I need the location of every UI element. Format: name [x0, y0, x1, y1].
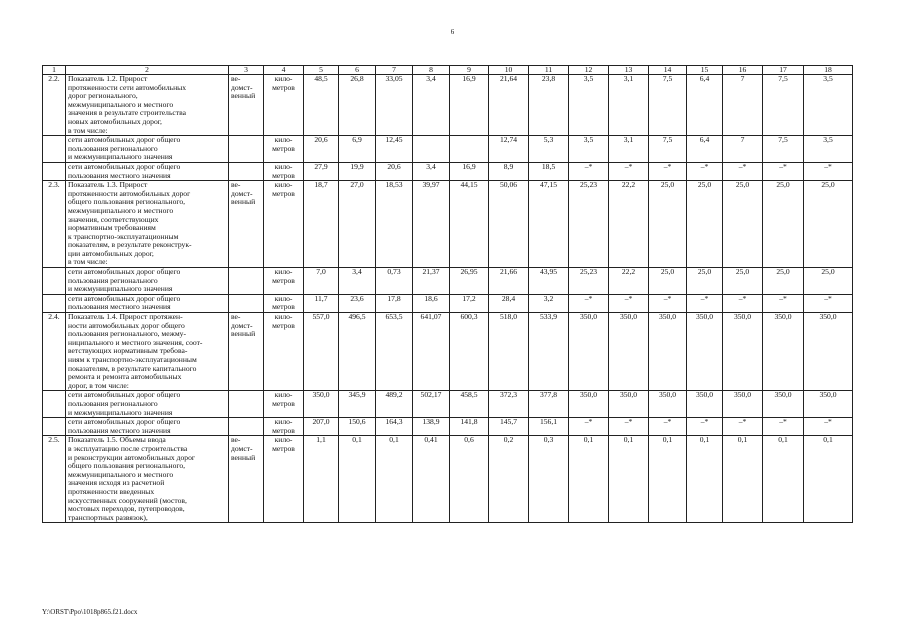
column-header: 4: [264, 66, 304, 75]
value-cell: 3,4: [339, 268, 376, 295]
row-number: [43, 162, 66, 180]
unit-of-measure: кило- метров: [264, 294, 304, 312]
value-cell: 0,6: [450, 436, 489, 523]
value-cell: 23,6: [339, 294, 376, 312]
value-cell: 207,0: [304, 418, 339, 436]
value-cell: 156,1: [529, 418, 569, 436]
value-cell: 5,3: [529, 136, 569, 163]
value-cell: 350,0: [649, 313, 687, 391]
value-cell: 25,0: [804, 268, 853, 295]
value-cell: 25,23: [569, 181, 609, 268]
unit-of-measure: кило- метров: [264, 136, 304, 163]
value-cell: 0,1: [649, 436, 687, 523]
value-cell: 22,2: [609, 268, 649, 295]
indicator-description: Показатель 1.5. Объемы ввода в эксплуатацию после строительства и реконструкции автомобильных дорог общего пользования регионального, межмуниципального и местного значения исходя из расчетной протяженности введенных искусственных сооружений (мостов, мостовых переходов, путепроводов, транспортных развязок),: [66, 436, 229, 523]
unit-of-measure: кило- метров: [264, 75, 304, 136]
table-row: [43, 391, 853, 418]
value-cell: 7: [723, 136, 763, 163]
value-cell: 12,74: [489, 136, 529, 163]
data-source: ве- домст- венный: [229, 436, 264, 523]
value-cell: 25,0: [763, 268, 804, 295]
value-cell: 138,9: [413, 418, 450, 436]
value-cell: 0,41: [413, 436, 450, 523]
table-row: [43, 181, 853, 268]
row-number: [43, 136, 66, 163]
value-cell: 7,5: [763, 75, 804, 136]
value-cell: 502,17: [413, 391, 450, 418]
value-cell: –*: [763, 418, 804, 436]
value-cell: 150,6: [339, 418, 376, 436]
indicator-description: Показатель 1.4. Прирост протяжен- ности автомобильных дорог общего пользования регионального, межму- ниципального и местного значения, соот- ветствующих нормативным требова- ниям к транспортно-эксплуатационным показателям, в результате капитального ремонта и ремонта автомобильных дорог, в том числе:: [66, 313, 229, 391]
value-cell: –*: [569, 162, 609, 180]
unit-of-measure: кило- метров: [264, 418, 304, 436]
value-cell: 350,0: [687, 313, 723, 391]
value-cell: 0,1: [804, 436, 853, 523]
indicator-description: Показатель 1.2. Прирост протяженности сети автомобильных дорог регионального, межмуниципального и местного значения в результате строительства новых автомобильных дорог, в том числе:: [66, 75, 229, 136]
value-cell: 3,1: [609, 75, 649, 136]
column-header: 10: [489, 66, 529, 75]
value-cell: 7,5: [763, 136, 804, 163]
value-cell: 350,0: [304, 391, 339, 418]
page-number: 6: [450, 28, 455, 36]
value-cell: 3,4: [413, 75, 450, 136]
value-cell: –*: [763, 294, 804, 312]
unit-of-measure: кило- метров: [264, 181, 304, 268]
value-cell: 21,64: [489, 75, 529, 136]
value-cell: –*: [723, 162, 763, 180]
value-cell: 21,66: [489, 268, 529, 295]
value-cell: 3,4: [413, 162, 450, 180]
value-cell: 25,23: [569, 268, 609, 295]
value-cell: 25,0: [687, 181, 723, 268]
value-cell: 27,0: [339, 181, 376, 268]
value-cell: 26,8: [339, 75, 376, 136]
column-header: 1: [43, 66, 66, 75]
column-header: 11: [529, 66, 569, 75]
value-cell: 3,5: [804, 136, 853, 163]
value-cell: 0,1: [763, 436, 804, 523]
unit-of-measure: кило- метров: [264, 313, 304, 391]
value-cell: 0,2: [489, 436, 529, 523]
value-cell: 496,5: [339, 313, 376, 391]
value-cell: –*: [804, 418, 853, 436]
row-number: 2.3.: [43, 181, 66, 268]
value-cell: –*: [649, 418, 687, 436]
value-cell: 350,0: [763, 391, 804, 418]
value-cell: 7: [723, 75, 763, 136]
value-cell: 11,7: [304, 294, 339, 312]
value-cell: 557,0: [304, 313, 339, 391]
data-source: [229, 136, 264, 163]
value-cell: [450, 136, 489, 163]
indicator-description: сети автомобильных дорог общего пользования местного значения: [66, 162, 229, 180]
value-cell: 350,0: [763, 313, 804, 391]
column-header: 13: [609, 66, 649, 75]
value-cell: 350,0: [649, 391, 687, 418]
data-source: [229, 391, 264, 418]
value-cell: 6,4: [687, 136, 723, 163]
value-cell: 6,4: [687, 75, 723, 136]
value-cell: 7,5: [649, 136, 687, 163]
value-cell: –*: [569, 294, 609, 312]
row-number: [43, 418, 66, 436]
unit-of-measure: кило- метров: [264, 268, 304, 295]
value-cell: 17,2: [450, 294, 489, 312]
data-source: [229, 162, 264, 180]
column-header: 15: [687, 66, 723, 75]
value-cell: –*: [649, 294, 687, 312]
indicator-description: Показатель 1.3. Прирост протяженности автомобильных дорог общего пользования регионального, межмуниципального и местного значения, соответствующих нормативным требованиям к транспортно-эксплуатационным показателям, в результате реконструк- ции автомобильных дорог, в том числе:: [66, 181, 229, 268]
value-cell: 3,1: [609, 136, 649, 163]
value-cell: 28,4: [489, 294, 529, 312]
column-header: 5: [304, 66, 339, 75]
value-cell: 0,1: [569, 436, 609, 523]
value-cell: 0,1: [339, 436, 376, 523]
row-number: [43, 294, 66, 312]
value-cell: 21,37: [413, 268, 450, 295]
value-cell: –*: [804, 294, 853, 312]
indicator-description: сети автомобильных дорог общего пользования регионального и межмуниципального значения: [66, 391, 229, 418]
value-cell: –*: [723, 294, 763, 312]
table-row: [43, 162, 853, 180]
data-source: ве- домст- венный: [229, 313, 264, 391]
data-source: [229, 294, 264, 312]
value-cell: 350,0: [723, 313, 763, 391]
value-cell: 16,9: [450, 75, 489, 136]
value-cell: 350,0: [569, 313, 609, 391]
value-cell: 25,0: [723, 268, 763, 295]
value-cell: 164,3: [376, 418, 413, 436]
value-cell: 350,0: [723, 391, 763, 418]
table-row: [43, 136, 853, 163]
value-cell: 641,07: [413, 313, 450, 391]
table-header-row: [43, 66, 853, 75]
value-cell: 350,0: [804, 313, 853, 391]
value-cell: [413, 136, 450, 163]
value-cell: 27,9: [304, 162, 339, 180]
column-header: 16: [723, 66, 763, 75]
value-cell: 23,8: [529, 75, 569, 136]
value-cell: 26,95: [450, 268, 489, 295]
value-cell: 17,8: [376, 294, 413, 312]
value-cell: 18,53: [376, 181, 413, 268]
unit-of-measure: кило- метров: [264, 162, 304, 180]
value-cell: –*: [609, 294, 649, 312]
value-cell: 518,0: [489, 313, 529, 391]
file-path-footer: Y:\ORST\Ppo\1018p865.f21.docx: [42, 608, 138, 616]
value-cell: –*: [687, 162, 723, 180]
row-number: 2.5.: [43, 436, 66, 523]
row-number: [43, 391, 66, 418]
value-cell: 0,73: [376, 268, 413, 295]
table-row: [43, 75, 853, 136]
table-row: [43, 436, 853, 523]
value-cell: –*: [723, 418, 763, 436]
value-cell: 489,2: [376, 391, 413, 418]
column-header: 3: [229, 66, 264, 75]
data-source: ве- домст- венный: [229, 75, 264, 136]
value-cell: 25,0: [763, 181, 804, 268]
value-cell: 20,6: [304, 136, 339, 163]
unit-of-measure: кило- метров: [264, 391, 304, 418]
indicator-description: сети автомобильных дорог общего пользования регионального и межмуниципального значения: [66, 136, 229, 163]
value-cell: 653,5: [376, 313, 413, 391]
value-cell: 141,8: [450, 418, 489, 436]
value-cell: 350,0: [687, 391, 723, 418]
indicators-table: [42, 65, 853, 523]
value-cell: 350,0: [569, 391, 609, 418]
value-cell: –*: [609, 418, 649, 436]
table-row: [43, 294, 853, 312]
value-cell: 20,6: [376, 162, 413, 180]
value-cell: 533,9: [529, 313, 569, 391]
value-cell: 25,0: [804, 181, 853, 268]
table-row: [43, 418, 853, 436]
value-cell: 0,1: [687, 436, 723, 523]
value-cell: 25,0: [649, 268, 687, 295]
value-cell: 16,9: [450, 162, 489, 180]
value-cell: 22,2: [609, 181, 649, 268]
table-row: [43, 268, 853, 295]
value-cell: 18,5: [529, 162, 569, 180]
column-header: 14: [649, 66, 687, 75]
value-cell: –*: [763, 162, 804, 180]
value-cell: 7,5: [649, 75, 687, 136]
value-cell: –*: [687, 294, 723, 312]
value-cell: 39,97: [413, 181, 450, 268]
row-number: 2.2.: [43, 75, 66, 136]
value-cell: 44,15: [450, 181, 489, 268]
value-cell: –*: [609, 162, 649, 180]
value-cell: 33,05: [376, 75, 413, 136]
data-source: [229, 418, 264, 436]
indicator-description: сети автомобильных дорог общего пользования регионального и межмуниципального значения: [66, 268, 229, 295]
value-cell: 600,3: [450, 313, 489, 391]
value-cell: 1,1: [304, 436, 339, 523]
column-header: 17: [763, 66, 804, 75]
value-cell: 350,0: [609, 313, 649, 391]
value-cell: 8,9: [489, 162, 529, 180]
value-cell: 25,0: [649, 181, 687, 268]
value-cell: 0,1: [609, 436, 649, 523]
value-cell: 350,0: [609, 391, 649, 418]
column-header: 18: [804, 66, 853, 75]
value-cell: 3,5: [804, 75, 853, 136]
value-cell: 3,5: [569, 136, 609, 163]
column-header: 7: [376, 66, 413, 75]
indicator-description: сети автомобильных дорог общего пользования местного значения: [66, 294, 229, 312]
table-row: [43, 313, 853, 391]
value-cell: 19,9: [339, 162, 376, 180]
value-cell: 345,9: [339, 391, 376, 418]
value-cell: 3,2: [529, 294, 569, 312]
value-cell: 0,1: [723, 436, 763, 523]
value-cell: 12,45: [376, 136, 413, 163]
value-cell: 6,9: [339, 136, 376, 163]
column-header: 9: [450, 66, 489, 75]
value-cell: –*: [569, 418, 609, 436]
unit-of-measure: кило- метров: [264, 436, 304, 523]
value-cell: 25,0: [723, 181, 763, 268]
value-cell: 18,6: [413, 294, 450, 312]
value-cell: –*: [649, 162, 687, 180]
value-cell: –*: [804, 162, 853, 180]
value-cell: –*: [687, 418, 723, 436]
column-header: 2: [66, 66, 229, 75]
value-cell: 25,0: [687, 268, 723, 295]
column-header: 6: [339, 66, 376, 75]
indicator-description: сети автомобильных дорог общего пользования местного значения: [66, 418, 229, 436]
value-cell: 350,0: [804, 391, 853, 418]
value-cell: 3,5: [569, 75, 609, 136]
row-number: [43, 268, 66, 295]
value-cell: 0,1: [376, 436, 413, 523]
value-cell: 7,0: [304, 268, 339, 295]
value-cell: 377,8: [529, 391, 569, 418]
value-cell: 145,7: [489, 418, 529, 436]
value-cell: 372,3: [489, 391, 529, 418]
data-source: ве- домст- венный: [229, 181, 264, 268]
value-cell: 458,5: [450, 391, 489, 418]
value-cell: 43,95: [529, 268, 569, 295]
column-header: 12: [569, 66, 609, 75]
value-cell: 47,15: [529, 181, 569, 268]
value-cell: 18,7: [304, 181, 339, 268]
data-source: [229, 268, 264, 295]
value-cell: 0,3: [529, 436, 569, 523]
column-header: 8: [413, 66, 450, 75]
value-cell: 48,5: [304, 75, 339, 136]
row-number: 2.4.: [43, 313, 66, 391]
value-cell: 50,06: [489, 181, 529, 268]
